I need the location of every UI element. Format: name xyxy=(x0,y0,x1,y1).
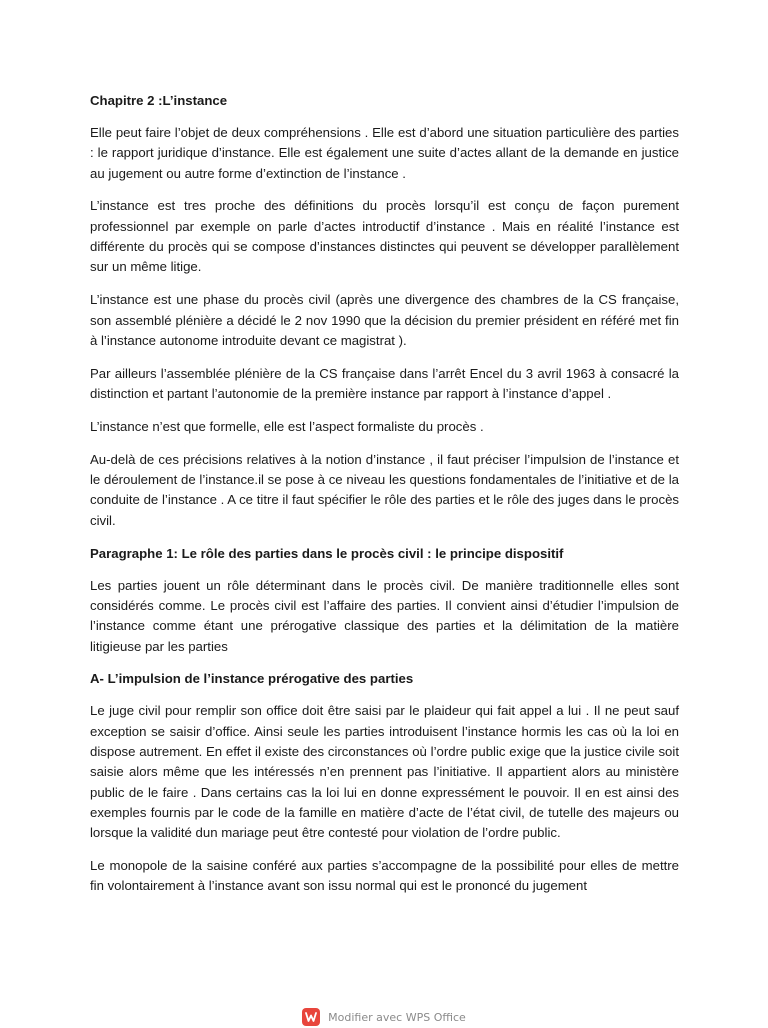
subsection-heading: A- L’impulsion de l’instance prérogative des parties xyxy=(90,671,414,687)
paragraph: L’instance n’est que formelle, elle est l’aspect formaliste du procès . xyxy=(90,418,484,434)
paragraph: Les parties jouent un rôle déterminant dans le procès civil. De manière traditionnelle elles sont considérés comme. Le procès civil est l’affaire des parties. Il convient ainsi d’étudier l’impulsion de l’instance comme étant une prérogative classique des parties et la délimitation de la matière litigieuse par les parties xyxy=(90,577,679,654)
paragraph: Le monopole de la saisine conféré aux parties s’accompagne de la possibilité pour elles de mettre fin volontairement à l’instance avant son issu normal qui est le prononcé du jugement xyxy=(90,858,679,894)
section-heading: Paragraphe 1: Le rôle des parties dans le procès civil : le principe dispositif xyxy=(90,545,564,561)
wps-footer-text[interactable]: Modifier avec WPS Office xyxy=(328,1010,466,1024)
chapter-title: Chapitre 2 :L’instance xyxy=(90,93,228,108)
paragraph: L’instance est tres proche des définitions du procès lorsqu’il est conçu de façon purement professionnel par exemple on parle d’actes introductif d’instance . Mais en réalité l’instance est différente du procès qui se compose d’instances distinctes qui peuvent se développer parallèlement sur un même litige. xyxy=(90,198,679,275)
paragraph: L’instance est une phase du procès civil (après une divergence des chambres de la CS française, son assemblé plénière a décidé le 2 nov 1990 que la décision du premier président en référé met fin à l’instance autonome introduite devant ce magistrat ). xyxy=(90,292,679,348)
wps-footer[interactable] xyxy=(0,1006,768,1028)
paragraph: Le juge civil pour remplir son office doit être saisi par le plaideur qui fait appel a lui . Il ne peut sauf exception se saisir d’office. Ainsi seule les parties introduisent l’instance hormis les cas où la loi en dispose autrement. En effet il existe des circonstances où l’ordre public exige que la justice civile soit saisie alors même que les intéressés n’en prennent pas l’initiative. Il appartient alors au ministère public de le faire . Dans certains cas la loi lui en donne expressément le pouvoir. Il en est ainsi des exemples fournis par le code de la famille en matière d’acte de l’état civil, de tutelle des majeurs ou lorsque la validité dun mariage peut être contesté pour violation de l’ordre public. xyxy=(90,703,679,841)
paragraph: Elle peut faire l’objet de deux compréhensions . Elle est d’abord une situation particulière des parties : le rapport juridique d’instance. Elle est également une suite d’actes allant de la demande en justice au jugement ou autre forme d’extinction de l’instance . xyxy=(90,125,679,181)
document-page xyxy=(90,91,679,909)
paragraph: Par ailleurs l’assemblée plénière de la CS française dans l’arrêt Encel du 3 avril 1963 à consacré la distinction et partant l’autonomie de la première instance par rapport à l’instance d’appel . xyxy=(90,365,679,402)
paragraph: Au-delà de ces précisions relatives à la notion d’instance , il faut préciser l’impulsion de l’instance et le déroulement de l’instance.il se pose à ce niveau les questions fondamentales de l’initiative et de la conduite de l’instance . A ce titre il faut spécifier le rôle des parties et le rôle des juges dans le procès civil. xyxy=(90,451,679,528)
wps-office-icon xyxy=(302,1008,320,1026)
